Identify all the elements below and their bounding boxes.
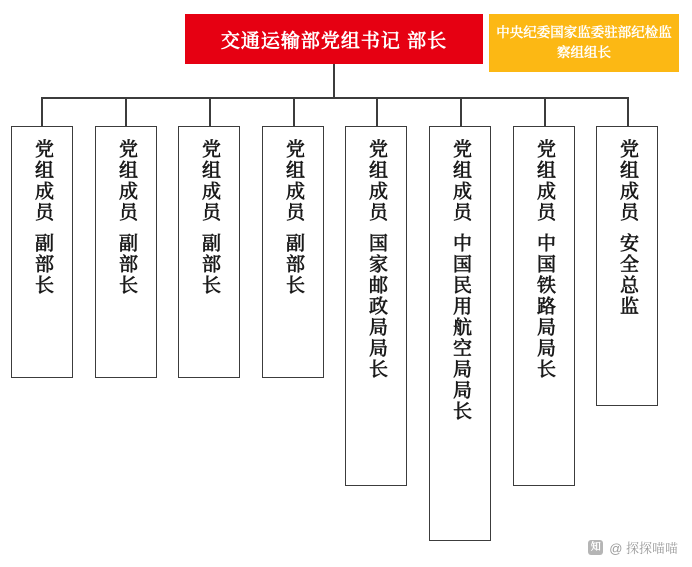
connector-drop-4: [293, 97, 295, 127]
node-child-6[interactable]: [429, 126, 491, 541]
node-child-2-role: 副部长: [115, 233, 137, 296]
connector-trunk-vertical: [333, 64, 335, 98]
connector-drop-2: [125, 97, 127, 127]
connector-drop-6: [460, 97, 462, 127]
connector-drop-3: [209, 97, 211, 127]
connector-drop-1: [41, 97, 43, 127]
node-child-5[interactable]: [345, 126, 407, 486]
connector-drop-5: [376, 97, 378, 127]
node-child-4[interactable]: [262, 126, 324, 378]
node-child-5-title: 党组成员: [365, 139, 387, 223]
node-child-8[interactable]: [596, 126, 658, 406]
node-child-1-role: 副部长: [31, 233, 53, 296]
node-child-3-title: 党组成员: [198, 139, 220, 223]
connector-bus-horizontal: [41, 97, 628, 99]
node-child-2[interactable]: [95, 126, 157, 378]
node-child-3[interactable]: [178, 126, 240, 378]
node-child-8-title: 党组成员: [616, 139, 638, 223]
node-aux-discipline-inspection[interactable]: [489, 14, 679, 72]
node-child-6-title: 党组成员: [449, 139, 471, 223]
node-child-8-role: 安全总监: [616, 233, 638, 317]
node-child-4-role: 副部长: [282, 233, 304, 296]
watermark: [588, 538, 678, 557]
watermark-label: @ 探探喵喵: [609, 541, 678, 556]
node-child-4-title: 党组成员: [282, 139, 304, 223]
node-child-5-role: 国家邮政局局长: [365, 233, 387, 380]
node-child-1[interactable]: [11, 126, 73, 378]
node-child-7[interactable]: [513, 126, 575, 486]
node-child-6-role: 中国民用航空局局长: [449, 233, 471, 422]
connector-drop-7: [544, 97, 546, 127]
node-child-1-title: 党组成员: [31, 139, 53, 223]
top-row: [0, 14, 692, 80]
node-child-7-role: 中国铁路局局长: [533, 233, 555, 380]
node-child-3-role: 副部长: [198, 233, 220, 296]
node-child-2-title: 党组成员: [115, 139, 137, 223]
node-main-party-secretary[interactable]: 交通运输部党组书记 部长: [185, 14, 483, 64]
node-aux-label: 中央纪委国家监委驻部纪检监察组组长: [496, 25, 672, 60]
node-child-7-title: 党组成员: [533, 139, 555, 223]
connector-drop-8: [627, 97, 629, 127]
zhihu-logo-icon: 知: [588, 540, 603, 555]
